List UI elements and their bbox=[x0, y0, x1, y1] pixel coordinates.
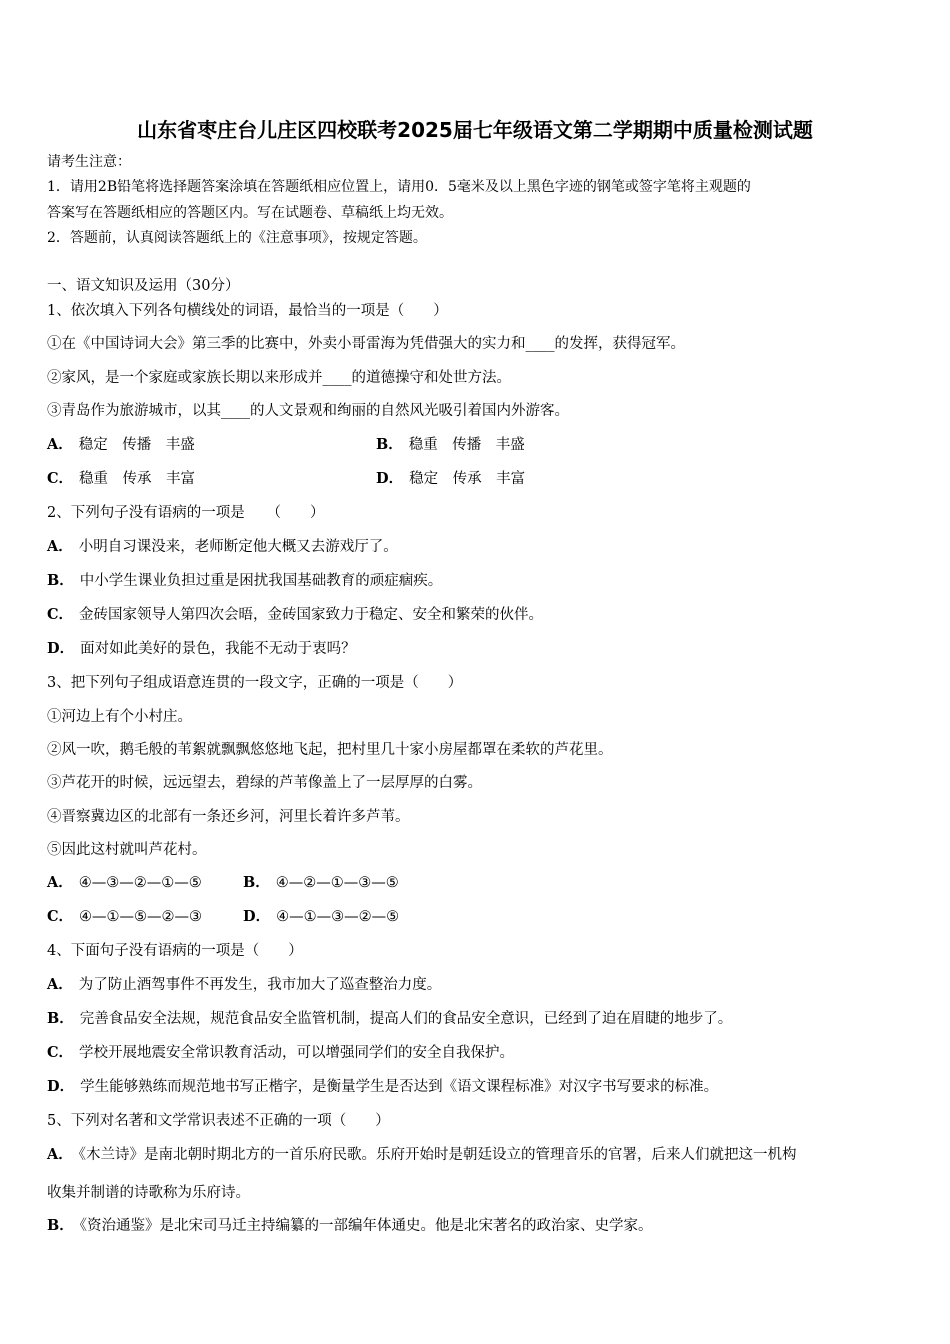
question-1-sentence-2: ②家风，是一个家庭或家族长期以来形成并____的道德操守和处世方法。 bbox=[47, 370, 511, 386]
option-text: 学生能够熟练而规范地书写正楷字，是衡量学生是否达到《语文课程标准》对汉字书写要求的标准。 bbox=[80, 1079, 719, 1095]
notice-item-1-cont: 答案写在答题纸相应的答题区内。写在试题卷、草稿纸上均无效。 bbox=[47, 205, 453, 221]
option-label: C． bbox=[47, 470, 74, 487]
question-1-sentence-3: ③青岛作为旅游城市，以其____的人文景观和绚丽的自然风光吸引着国内外游客。 bbox=[47, 403, 569, 419]
option-text: 《木兰诗》是南北朝时期北方的一首乐府民歌。乐府开始时是朝廷设立的管理音乐的官署，后来人们就把这一机构 bbox=[78, 1147, 797, 1163]
question-2-option-d[interactable] bbox=[47, 639, 356, 659]
option-label: D． bbox=[47, 640, 75, 657]
option-label: C． bbox=[47, 1044, 74, 1061]
page-title: 山东省枣庄台儿庄区四校联考2025届七年级语文第二学期期中质量检测试题 bbox=[137, 118, 813, 142]
question-3-sentence-5: ⑤因此这村就叫芦花村。 bbox=[47, 842, 207, 858]
question-2-stem: 2、下列句子没有语病的一项是 （ ） bbox=[47, 505, 325, 521]
option-text: 稳重 传播 丰盛 bbox=[408, 437, 525, 453]
option-label: B． bbox=[47, 1010, 74, 1027]
option-label: B． bbox=[47, 1217, 74, 1234]
question-1-option-c[interactable] bbox=[47, 469, 195, 489]
question-1-option-b[interactable] bbox=[376, 435, 525, 455]
option-label: B． bbox=[376, 436, 403, 453]
notice-item-1: 1．请用2B铅笔将选择题答案涂填在答题纸相应位置上，请用0．5毫米及以上黑色字迹的钢笔或签字笔将主观题的 bbox=[47, 179, 751, 195]
question-1-stem: 1、依次填入下列各句横线处的词语，最恰当的一项是（ ） bbox=[47, 303, 448, 319]
question-3-sentence-2: ②风一吹，鹅毛般的苇絮就飘飘悠悠地飞起，把村里几十家小房屋都罩在柔软的芦花里。 bbox=[47, 742, 613, 758]
question-3-sentence-4: ④晋察冀边区的北部有一条还乡河，河里长着许多芦苇。 bbox=[47, 809, 410, 825]
notice-item-2: 2．答题前，认真阅读答题纸上的《注意事项》，按规定答题。 bbox=[47, 230, 427, 246]
option-label: A． bbox=[47, 538, 73, 555]
option-label: A． bbox=[47, 976, 73, 993]
option-text: 稳重 传承 丰富 bbox=[79, 471, 196, 487]
notice-heading: 请考生注意： bbox=[47, 154, 131, 170]
question-1-option-a[interactable] bbox=[47, 435, 195, 455]
option-label: D． bbox=[47, 1078, 75, 1095]
question-5-option-a-cont: 收集并制谱的诗歌称为乐府诗。 bbox=[47, 1185, 250, 1201]
section-heading: 一、语文知识及运用（30分） bbox=[47, 278, 240, 294]
question-4-stem: 4、下面句子没有语病的一项是（ ） bbox=[47, 943, 303, 959]
question-5-option-a[interactable] bbox=[47, 1145, 797, 1165]
question-3-option-d[interactable] bbox=[243, 907, 399, 927]
option-text: 《资治通鉴》是北宋司马迁主持编纂的一部编年体通史。他是北宋著名的政治家、史学家。 bbox=[79, 1218, 653, 1234]
option-label: D． bbox=[243, 908, 271, 925]
option-label: A． bbox=[47, 436, 73, 453]
option-text: 中小学生课业负担过重是困扰我国基础教育的顽症痼疾。 bbox=[79, 573, 443, 589]
option-label: C． bbox=[47, 908, 74, 925]
option-label: C． bbox=[47, 606, 74, 623]
option-text: ④—①—⑤—②—③ bbox=[79, 909, 203, 925]
option-text: ④—③—②—①—⑤ bbox=[78, 875, 202, 891]
option-text: 为了防止酒驾事件不再发生，我市加大了巡查整治力度。 bbox=[78, 977, 442, 993]
question-1-option-d[interactable] bbox=[376, 469, 525, 489]
question-5-stem: 5、下列对名著和文学常识表述不正确的一项（ ） bbox=[47, 1113, 390, 1129]
option-label: B． bbox=[47, 572, 74, 589]
question-5-option-b[interactable] bbox=[47, 1216, 653, 1236]
question-3-sentence-3: ③芦花开的时候，远远望去，碧绿的芦苇像盖上了一层厚厚的白雾。 bbox=[47, 775, 482, 791]
option-text: 完善食品安全法规，规范食品安全监管机制，提高人们的食品安全意识，已经到了迫在眉睫的地步了。 bbox=[79, 1011, 733, 1027]
question-1-sentence-1: ①在《中国诗词大会》第三季的比赛中，外卖小哥雷海为凭借强大的实力和____的发挥，获得冠军。 bbox=[47, 336, 685, 352]
question-2-option-a[interactable] bbox=[47, 537, 398, 557]
question-4-option-c[interactable] bbox=[47, 1043, 514, 1063]
option-label: D． bbox=[376, 470, 404, 487]
question-4-option-a[interactable] bbox=[47, 975, 441, 995]
option-label: A． bbox=[47, 1146, 73, 1163]
question-3-option-a[interactable] bbox=[47, 873, 202, 893]
option-label: B． bbox=[243, 874, 270, 891]
question-3-stem: 3、把下列句子组成语意连贯的一段文字，正确的一项是（ ） bbox=[47, 675, 463, 691]
question-2-option-c[interactable] bbox=[47, 605, 543, 625]
option-text: 金砖国家领导人第四次会晤，金砖国家致力于稳定、安全和繁荣的伙伴。 bbox=[79, 607, 544, 623]
option-text: ④—②—①—③—⑤ bbox=[275, 875, 399, 891]
question-3-option-b[interactable] bbox=[243, 873, 399, 893]
question-4-option-b[interactable] bbox=[47, 1009, 732, 1029]
question-3-sentence-1: ①河边上有个小村庄。 bbox=[47, 709, 192, 725]
question-4-option-d[interactable] bbox=[47, 1077, 718, 1097]
question-2-option-b[interactable] bbox=[47, 571, 442, 591]
option-text: ④—①—③—②—⑤ bbox=[276, 909, 400, 925]
option-text: 面对如此美好的景色，我能不无动于衷吗？ bbox=[80, 641, 356, 657]
question-3-option-c[interactable] bbox=[47, 907, 202, 927]
option-text: 稳定 传承 丰富 bbox=[409, 471, 526, 487]
option-label: A． bbox=[47, 874, 73, 891]
option-text: 小明自习课没来，老师断定他大概又去游戏厅了。 bbox=[78, 539, 398, 555]
option-text: 稳定 传播 丰盛 bbox=[78, 437, 195, 453]
option-text: 学校开展地震安全常识教育活动，可以增强同学们的安全自我保护。 bbox=[79, 1045, 515, 1061]
